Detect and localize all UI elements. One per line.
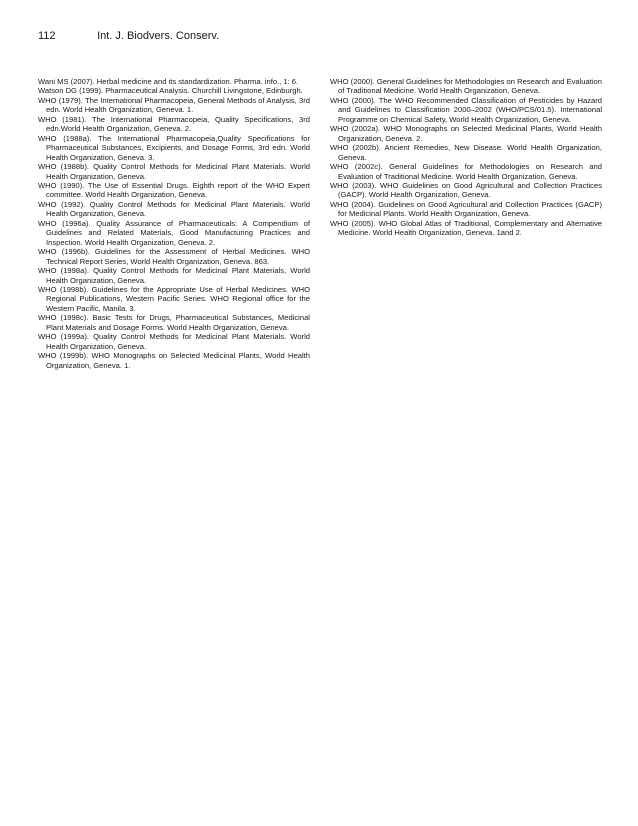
reference-entry: Wani MS (2007). Herbal medicine and its standardization. Pharma. info., 1: 6. <box>38 77 299 86</box>
references-right-column <box>330 77 602 238</box>
reference-entry: WHO (2000). General Guidelines for Methodologies on Research and Evaluation of Traditional Medicine. World Health Organization, Geneva. <box>330 77 602 96</box>
reference-entry: WHO (1981). The International Pharmacopeia, Quality Specifications, 3rd edn.World Health Organization, Geneva. 2. <box>38 114 310 134</box>
reference-entry: WHO (1998b). Guidelines for the Appropriate Use of Herbal Medicines. WHO Regional Publications, Western Pacific Series. WHO Regional office for the Western Pacific, Manila. 3. <box>38 284 310 313</box>
reference-entry: WHO (1979). The International Pharmacopeia, General Methods of Analysis, 3rd edn. World Health Organization, Geneva. 1. <box>38 95 310 115</box>
reference-entry: WHO (1996b). Guidelines for the Assessment of Herbal Medicines. WHO Technical Report Series, World Health Organization, Geneva. 863. <box>38 247 310 266</box>
reference-entry: WHO (1992). Quality Control Methods for Medicinal Plant Materials. World Health Organization, Geneva. <box>38 199 310 219</box>
journal-title: Int. J. Biodvers. Conserv. <box>97 30 220 42</box>
reference-entry: WHO (1999a). Quality Control Methods for Medicinal Plant Materials. World Health Organization, Geneva. <box>38 332 310 351</box>
reference-entry: WHO (2004). Guidelines on Good Agricultural and Collection Practices (GACP) for Medicinal Plants. World Health Organization, Geneva. <box>330 199 602 219</box>
running-header <box>38 30 219 44</box>
reference-entry: WHO (2003). WHO Guidelines on Good Agricultural and Collection Practices (GACP). World Health Organization, Geneva. <box>330 180 602 200</box>
reference-entry: Watson DG (1999). Pharmaceutical Analysis. Churchill Livingstone, Edinburgh. <box>38 86 303 96</box>
reference-entry: WHO (1990). The Use of Essential Drugs. Eighth report of the WHO Expert committee. World Health Organization, Geneva. <box>38 180 310 200</box>
reference-entry: WHO (1998a). Quality Control Methods for Medicinal Plant Materials, World Health Organization, Geneva. <box>38 266 310 285</box>
reference-entry: WHO (2000). The WHO Recommended Classification of Pesticides by Hazard and Guidelines to Classification 2000–2002 (WHO/PCS/01.5). International Programme on Chemical Safety, World Health Organization, Geneva. <box>330 95 602 124</box>
reference-entry: WHO (1988a). The International Pharmacopeia,Quality Specifications for Pharmaceutical Substances, Excipients, and Dosage Forms, 3rd edn. World Health Organization, Geneva. 3. <box>38 133 310 162</box>
reference-entry: WHO (2002a). WHO Monographs on Selected Medicinal Plants, World Health Organization, Geneva. 2. <box>330 124 602 143</box>
reference-entry: WHO (1996a). Quality Assurance of Pharmaceuticals: A Compendium of Guidelines and Related Materials, Good Manufacturing Practices and Inspection. World Health Organization, Geneva. 2. <box>38 218 310 247</box>
page-number: 112 <box>38 30 56 42</box>
reference-entry: WHO (1998c). Basic Tests for Drugs, Pharmaceutical Substances, Medicinal Plant Materials and Dosage Forms. World Health Organization, Geneva. <box>38 313 310 332</box>
reference-entry: WHO (1988b). Quality Control Methods for Medicinal Plant Materials. World Health Organization, Geneva. <box>38 162 310 181</box>
reference-entry: WHO (2002b). Ancient Remedies, New Disease. World Health Organization, Geneva. <box>330 143 602 162</box>
reference-entry: WHO (2002c). General Guidelines for Methodologies on Research and Evaluation of Traditional Medicine. World Health Organization, Geneva. <box>330 162 602 181</box>
reference-entry: WHO (1999b). WHO Monographs on Selected Medicinal Plants, World Health Organization, Geneva. 1. <box>38 351 310 370</box>
reference-entry: WHO (2005). WHO Global Atlas of Traditional, Complementary and Alternative Medicine. World Health Organization, Geneva. 1and 2. <box>330 218 602 238</box>
references-left-column <box>38 77 310 370</box>
